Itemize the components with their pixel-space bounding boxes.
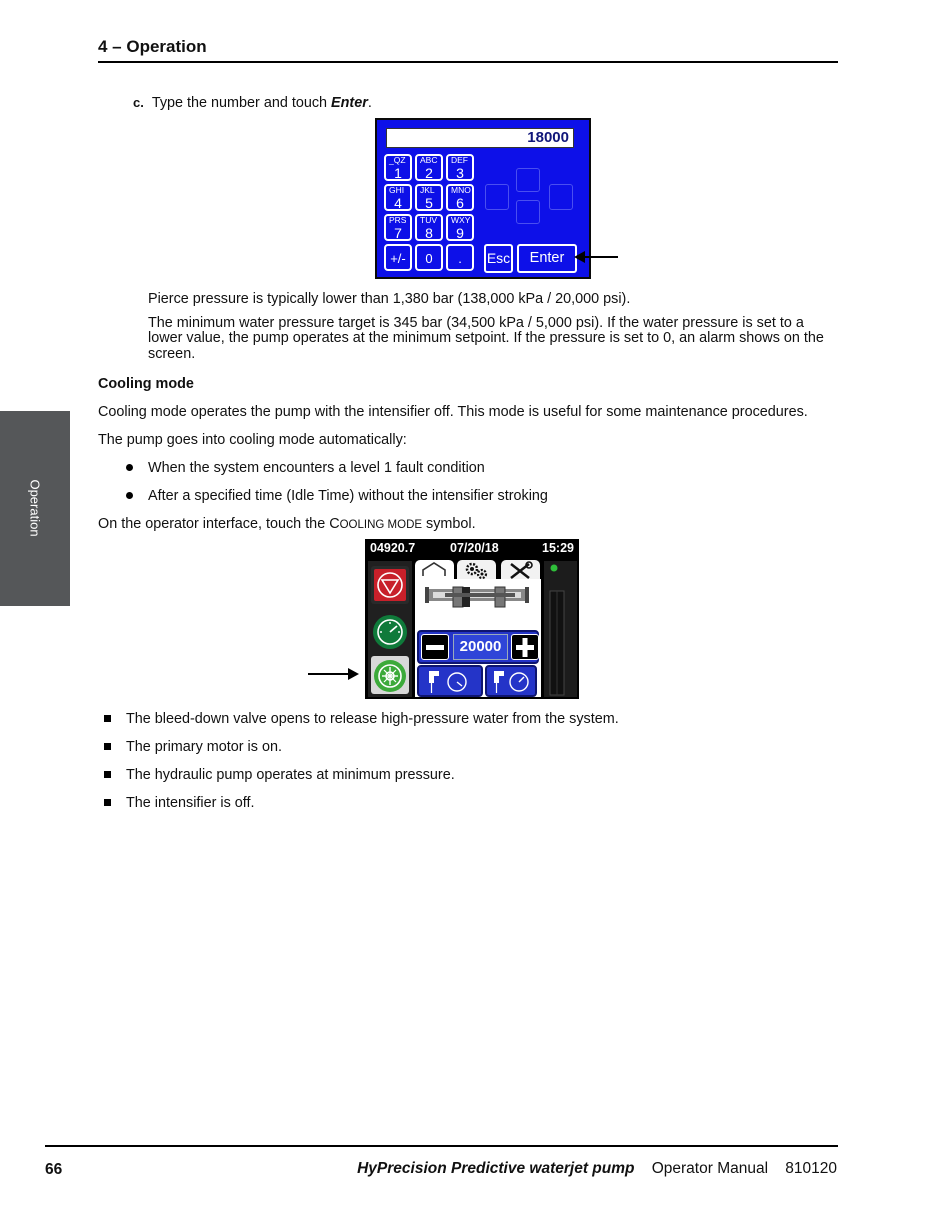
auto-bullet-2: After a specified time (Idle Time) without the intensifier stroking — [148, 488, 548, 504]
key-7[interactable] — [384, 214, 412, 241]
product-name: HyPrecision Predictive waterjet pump — [357, 1160, 635, 1177]
cooling-mode-description: Cooling mode operates the pump with the intensifier off. This mode is useful for some maintenance procedures. — [98, 404, 808, 420]
document-number: 810120 — [785, 1160, 837, 1177]
page-number: 66 — [45, 1161, 63, 1178]
pressure-mode-button[interactable] — [371, 613, 409, 651]
stop-button[interactable] — [371, 566, 409, 604]
chapter-title: 4 – Operation — [98, 37, 207, 56]
stop-icon — [371, 566, 409, 604]
cooling-callout-arrow — [308, 673, 350, 675]
keypad-screen — [375, 118, 591, 279]
enter-callout-arrow — [582, 256, 618, 258]
pressure-gauge-icon — [371, 613, 409, 651]
down-arrow-key — [516, 200, 540, 224]
key-letters: ABC — [420, 155, 438, 165]
touch-smallcaps-mode: MODE — [387, 519, 423, 531]
up-arrow-key — [516, 168, 540, 192]
step-letter: c. — [133, 95, 144, 110]
step-text: Type the number and touch — [151, 95, 332, 111]
auto-bullet-1: When the system encounters a level 1 fault condition — [148, 460, 485, 476]
key-label: 0 — [425, 251, 433, 266]
arrowhead-right-icon — [347, 668, 359, 680]
document-title: Operator Manual — [651, 1160, 769, 1177]
square-bullet — [104, 715, 111, 722]
key-number: 8 — [425, 225, 433, 241]
date-readout: 07/20/18 — [450, 541, 499, 555]
key-number: 5 — [425, 195, 433, 211]
pressure-meter-panel — [544, 561, 577, 697]
step-end: . — [367, 95, 372, 111]
key-number: 1 — [394, 165, 402, 181]
key-decimal[interactable] — [446, 244, 474, 271]
cut-mode-button[interactable] — [485, 665, 537, 697]
key-letters: MNO — [451, 185, 471, 195]
step-c — [133, 95, 372, 111]
increase-pressure-button[interactable] — [511, 634, 539, 660]
key-label: +/- — [390, 251, 406, 266]
key-letters: JKL — [420, 185, 435, 195]
key-9[interactable] — [446, 214, 474, 241]
key-label: . — [458, 251, 462, 266]
key-number: 3 — [456, 165, 464, 181]
right-arrow-key — [549, 184, 573, 210]
gears-icon — [457, 560, 496, 580]
key-number: 6 — [456, 195, 464, 211]
bullet — [126, 464, 133, 471]
tab-home[interactable] — [415, 560, 454, 580]
minus-icon — [422, 635, 448, 659]
square-bullet — [104, 743, 111, 750]
square-bullet — [104, 799, 111, 806]
left-arrow-key — [485, 184, 509, 210]
footer-divider — [45, 1145, 838, 1147]
side-tab-label: Operation — [27, 479, 43, 537]
keypad-display: 18000 — [386, 128, 574, 148]
key-plus-minus[interactable] — [384, 244, 412, 271]
pressure-setpoint-bar — [417, 630, 539, 664]
pressure-meter — [544, 561, 577, 697]
result-3: The hydraulic pump operates at minimum pressure. — [126, 767, 455, 783]
tab-settings[interactable] — [457, 560, 496, 580]
bullet — [126, 492, 133, 499]
touch-suffix: symbol. — [422, 516, 476, 532]
touch-prefix: On the operator interface, touch the — [98, 516, 330, 532]
key-number: 2 — [425, 165, 433, 181]
key-4[interactable] — [384, 184, 412, 211]
touch-instruction — [98, 516, 476, 533]
enter-button[interactable]: Enter — [517, 244, 577, 273]
key-letters: _QZ — [389, 155, 406, 165]
key-3[interactable] — [446, 154, 474, 181]
nozzle-gauge-icon — [419, 667, 481, 695]
cooling-auto-intro: The pump goes into cooling mode automatically: — [98, 432, 407, 448]
touch-smallcaps-ooling: OOLING — [339, 519, 388, 531]
cooling-mode-button[interactable] — [371, 656, 409, 694]
min-pressure-line-1: The minimum water pressure target is 345 bar (34,500 kPa / 5,000 psi). If the water pressure is set to a — [148, 315, 804, 331]
result-2: The primary motor is on. — [126, 739, 282, 755]
square-bullet — [104, 771, 111, 778]
key-letters: GHI — [389, 185, 405, 195]
plus-icon — [512, 635, 538, 659]
esc-button[interactable]: Esc — [484, 244, 513, 273]
cooling-mode-icon — [371, 656, 409, 694]
key-6[interactable] — [446, 184, 474, 211]
key-5[interactable] — [415, 184, 443, 211]
pressure-setpoint-value[interactable]: 20000 — [453, 634, 508, 660]
cooling-mode-heading: Cooling mode — [98, 376, 194, 392]
touch-smallcaps-c: C — [329, 516, 340, 532]
home-icon — [415, 560, 454, 580]
key-letters: PRS — [389, 215, 407, 225]
hmi-side-panel — [368, 561, 412, 697]
operator-interface-screen — [365, 539, 579, 699]
key-1[interactable] — [384, 154, 412, 181]
min-pressure-line-2: lower value, the pump operates at the minimum setpoint. If the pressure is set to 0, an alarm shows on the — [148, 330, 824, 346]
step-emphasis: Enter — [331, 95, 368, 111]
hour-meter: 04920.7 — [370, 541, 416, 555]
key-letters: WXY — [451, 215, 471, 225]
time-readout: 15:29 — [542, 541, 574, 555]
key-8[interactable] — [415, 214, 443, 241]
key-number: 9 — [456, 225, 464, 241]
min-pressure-line-3: screen. — [148, 346, 196, 362]
tools-icon — [501, 560, 540, 580]
header-divider — [98, 61, 838, 63]
key-letters: TUV — [420, 215, 437, 225]
key-2[interactable] — [415, 154, 443, 181]
key-letters: DEF — [451, 155, 468, 165]
decrease-pressure-button[interactable] — [421, 634, 449, 660]
tab-maintenance[interactable] — [501, 560, 540, 580]
footer-doc-info — [357, 1160, 837, 1178]
key-0[interactable] — [415, 244, 443, 271]
arrowhead-left-icon — [574, 251, 586, 263]
key-number: 7 — [394, 225, 402, 241]
key-number: 4 — [394, 195, 402, 211]
result-1: The bleed-down valve opens to release high-pressure water from the system. — [126, 711, 619, 727]
result-4: The intensifier is off. — [126, 795, 255, 811]
pierce-note: Pierce pressure is typically lower than 1,380 bar (138,000 kPa / 20,000 psi). — [148, 291, 631, 307]
intensifier-diagram — [415, 579, 541, 629]
pierce-mode-button[interactable] — [417, 665, 483, 697]
nozzle-gauge-icon — [487, 667, 535, 695]
